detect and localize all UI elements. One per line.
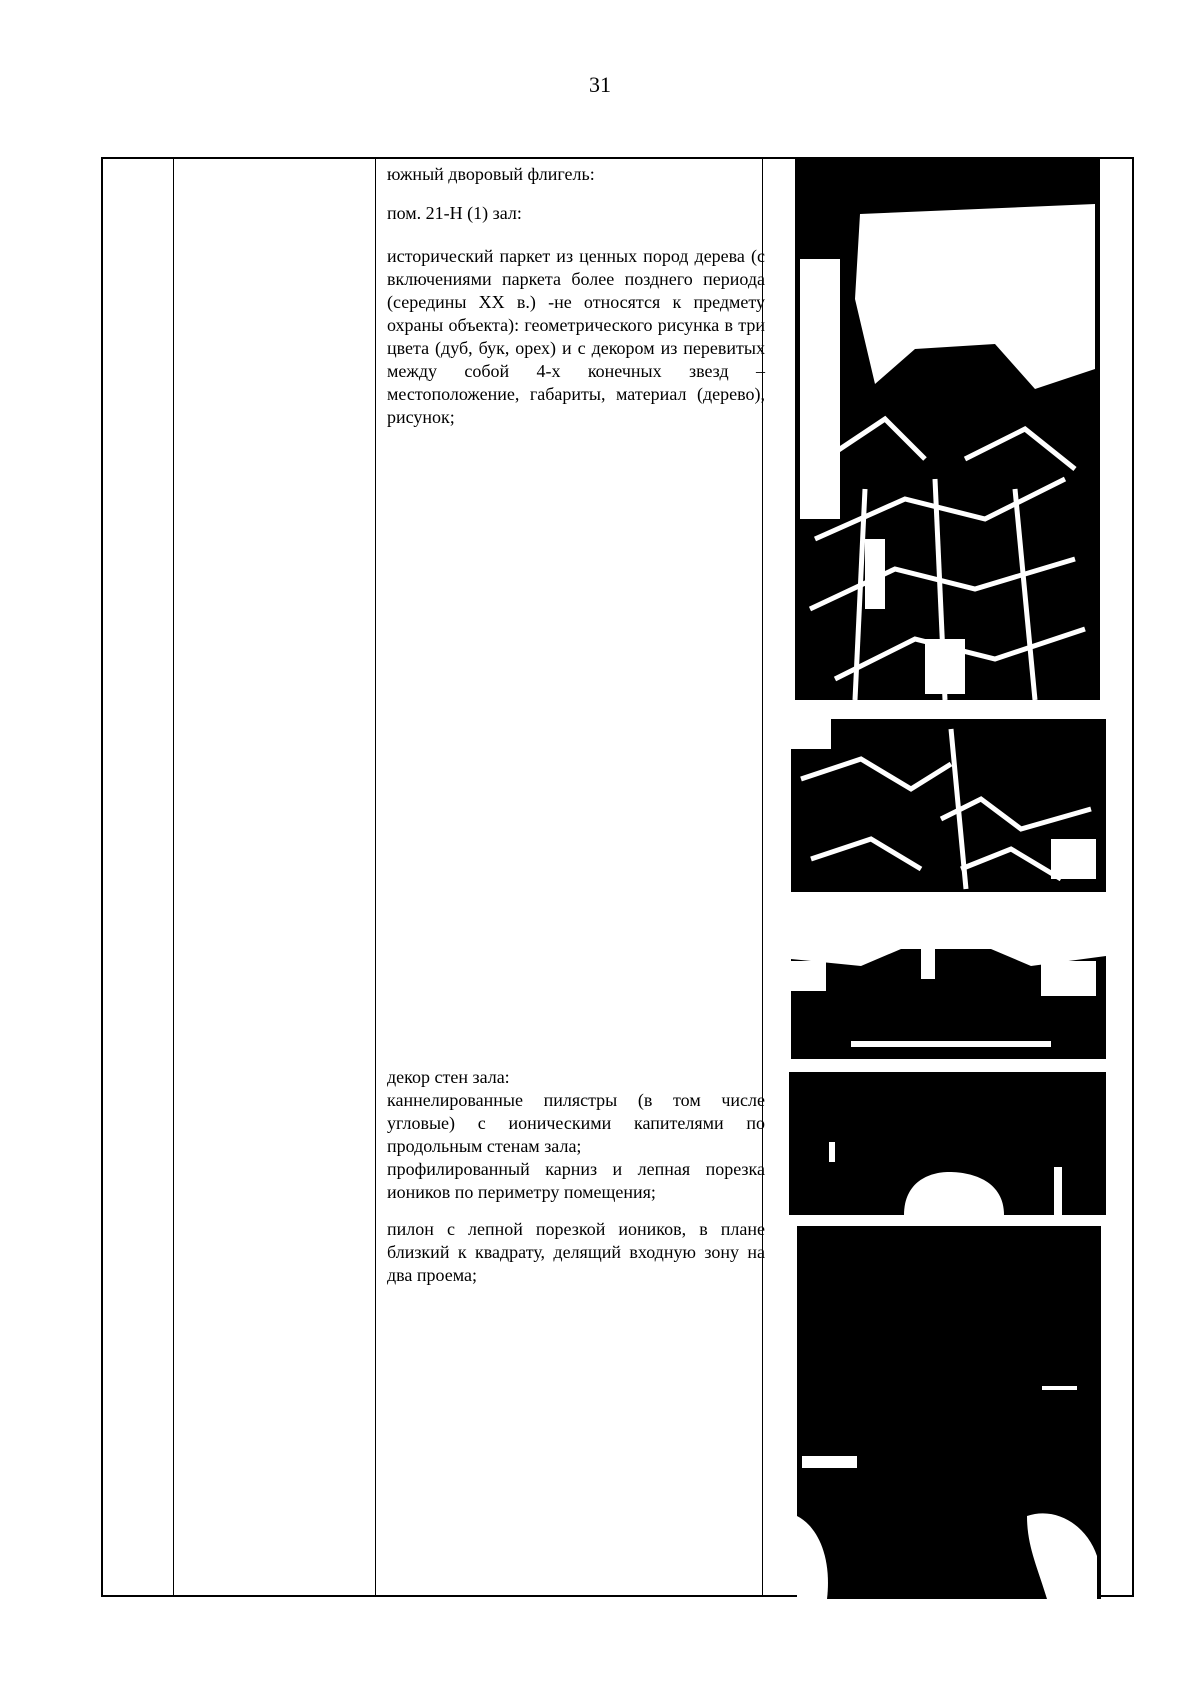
section-title: южный дворовый флигель: xyxy=(387,164,595,184)
room-title: пом. 21-Н (1) зал: xyxy=(387,203,522,223)
cornice-description: профилированный карниз и лепная порезка иоников по периметру помещения; xyxy=(387,1159,765,1202)
parquet-room-photo xyxy=(795,159,1100,700)
ceiling-view-photo xyxy=(791,921,1106,1059)
parquet-description: исторический паркет из ценных пород дерева (с включениями паркета более позднего периода (середины XX в.) -не относятся к предмету охраны объекта): геометрического рисунка в три цвета (дуб, бук, орех) и с декором из перевитых между собой 4-х конечных звезд – местоположение, габариты, материал (дерево), рисунок; xyxy=(387,246,765,427)
pylon-description: пилон с лепной порезкой иоников, в плане близкий к квадрату, делящий входную зону на два проема; xyxy=(387,1219,765,1285)
page-number: 31 xyxy=(589,72,611,97)
column-divider xyxy=(375,159,376,1595)
wall-decor-cell xyxy=(387,1066,765,1287)
monument-table xyxy=(101,157,1134,1597)
pylon-photo xyxy=(797,1226,1101,1599)
parquet-detail-photo xyxy=(791,719,1106,892)
pilasters-description: каннелированные пилястры (в том числе угловые) с ионическими капителями по продольным стенам зала; xyxy=(387,1090,765,1156)
column-divider xyxy=(173,159,174,1595)
wall-decor-title: декор стен зала: xyxy=(387,1067,510,1087)
description-cell xyxy=(387,163,765,429)
wall-arch-photo xyxy=(789,1072,1106,1215)
